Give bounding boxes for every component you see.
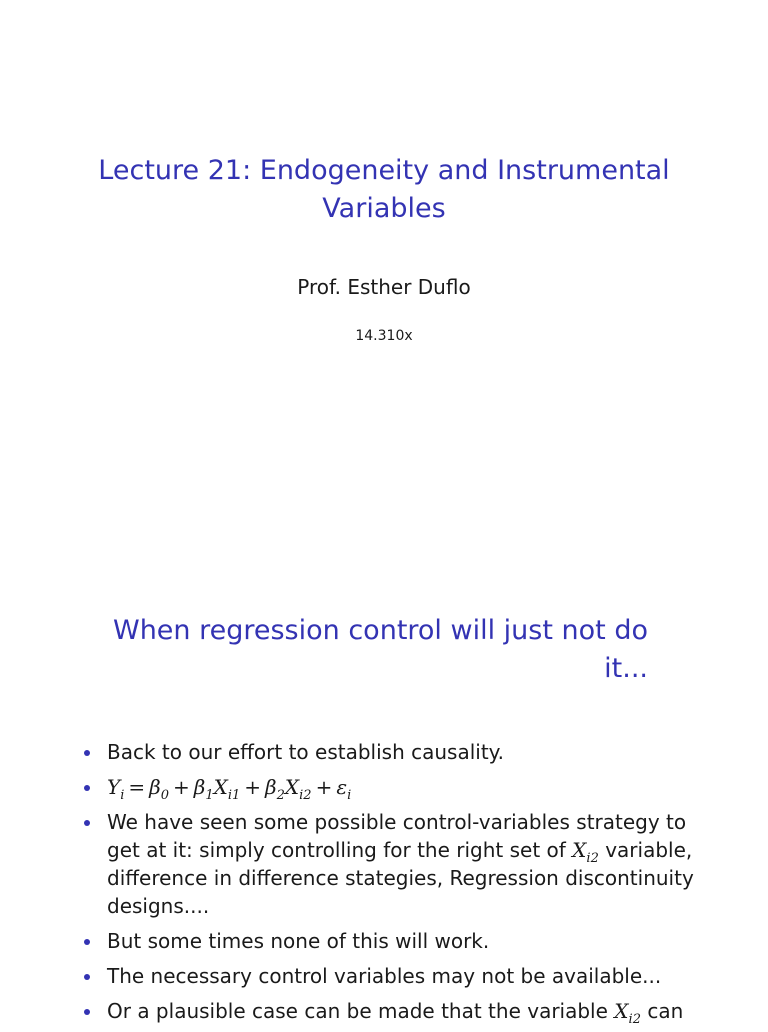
eq-beta0-sub: 0 — [160, 788, 169, 803]
variable-x: X — [572, 838, 587, 862]
bullet-text-before: We have seen some possible control-variables strategy to get at it: simply controlling for the right set of — [107, 810, 687, 862]
eq-plus-3: + — [315, 775, 333, 799]
variable-x: X — [614, 999, 629, 1023]
bullet-item — [82, 927, 712, 955]
eq-x1-sub: i1 — [227, 788, 241, 803]
eq-epsilon: ε — [336, 775, 348, 799]
bullet-item — [82, 808, 712, 920]
eq-plus-1: + — [172, 775, 190, 799]
eq-x2: X — [284, 775, 300, 799]
bullet-dot-icon — [84, 750, 90, 756]
eq-beta0: β — [149, 775, 161, 799]
eq-beta2-sub: 2 — [276, 788, 285, 803]
eq-beta1: β — [193, 775, 206, 799]
course-number: 14.310x — [355, 328, 413, 344]
frame-title-line-2: it... — [604, 653, 648, 684]
bullet-item — [82, 773, 712, 801]
bullet-item — [82, 997, 712, 1025]
bullet-text: But some times none of this will work. — [107, 929, 490, 953]
bullet-text-before: Or a plausible case can be made that the variable — [107, 999, 615, 1023]
eq-epsilon-sub: i — [347, 788, 352, 803]
eq-x1: X — [213, 775, 228, 799]
frame-title-line-1: When regression control will just not do — [113, 615, 648, 646]
variable-x-sub: i2 — [586, 851, 599, 866]
eq-y: Y — [107, 775, 121, 799]
eq-y-sub: i — [120, 788, 125, 803]
bullet-dot-icon — [84, 974, 90, 980]
variable-x-i2 — [572, 838, 599, 866]
lecture-title-line-1: Lecture 21: Endogeneity and Instrumental — [98, 155, 670, 186]
variable-x-i2 — [614, 999, 641, 1027]
bullet-dot-icon — [84, 1009, 90, 1015]
bullet-text: Back to our effort to establish causality. — [107, 740, 505, 764]
eq-x2-sub: i2 — [299, 788, 312, 803]
variable-x-sub: i2 — [628, 1012, 641, 1027]
lecture-title-line-2: Variables — [322, 193, 446, 224]
eq-beta2: β — [265, 775, 277, 799]
author-name: Prof. Esther Duflo — [297, 275, 471, 299]
eq-equals: = — [128, 775, 146, 799]
bullet-text-after: variable, difference in difference stategies, Regression discontinuity designs.... — [107, 838, 694, 918]
frame-title — [88, 612, 648, 688]
bullet-text: The necessary control variables may not be available... — [107, 964, 662, 988]
eq-beta1-sub: 1 — [205, 788, 214, 803]
bullet-dot-icon — [84, 939, 90, 945]
bullet-dot-icon — [84, 820, 90, 826]
lecture-title — [60, 152, 708, 228]
bullet-dot-icon — [84, 785, 90, 791]
bullet-item — [82, 738, 712, 766]
eq-plus-2: + — [244, 775, 262, 799]
bullet-list — [82, 738, 712, 1032]
regression-equation — [107, 775, 352, 803]
bullet-item — [82, 962, 712, 990]
content-slide — [0, 560, 768, 1027]
bullet-text-after: can — [640, 999, 684, 1023]
